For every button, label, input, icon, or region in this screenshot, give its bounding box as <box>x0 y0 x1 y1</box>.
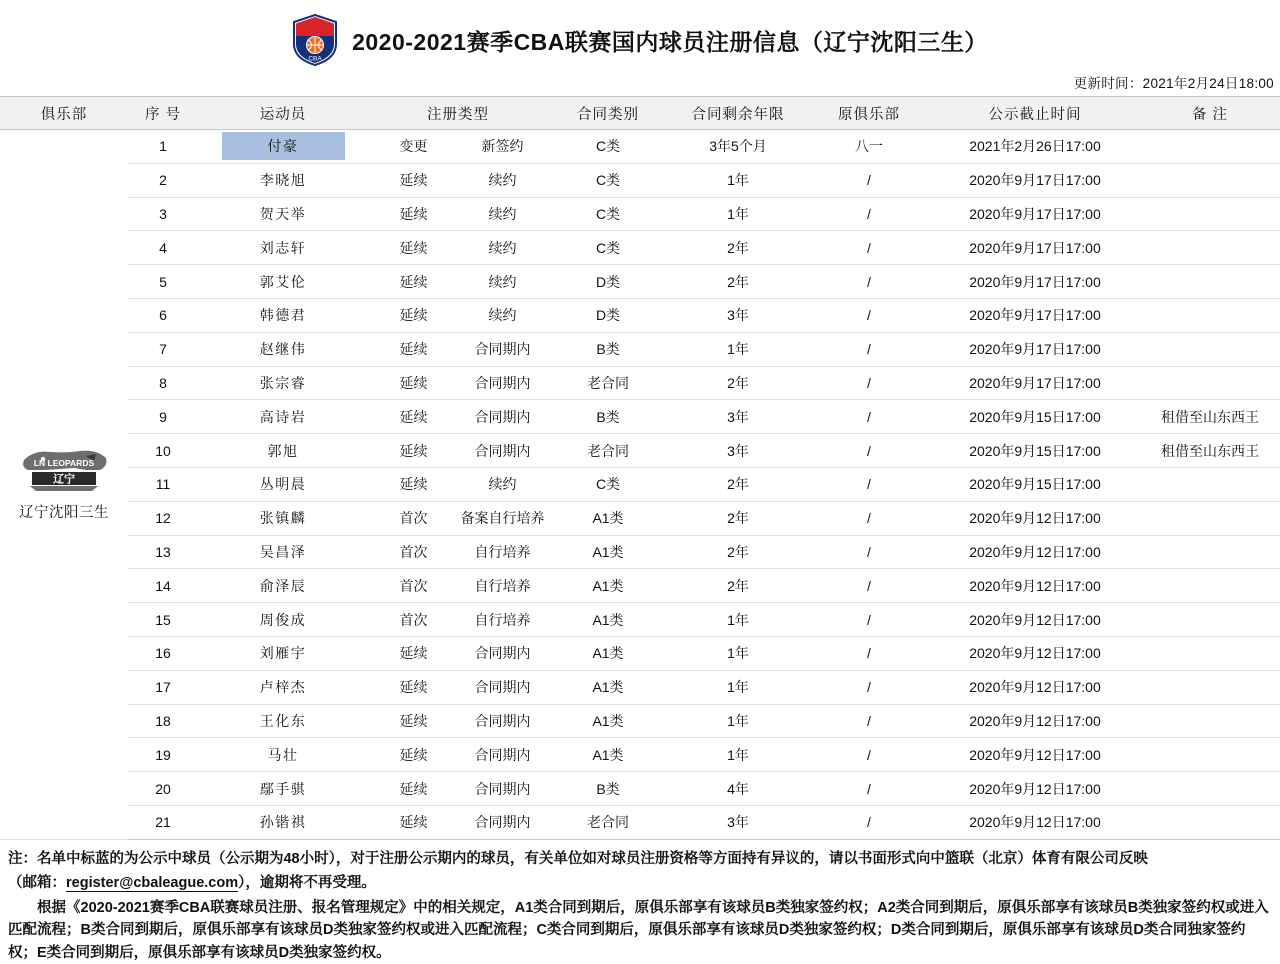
cell-remaining-years: 2年 <box>668 366 808 400</box>
register-type-secondary: 新签约 <box>481 138 524 155</box>
cell-register-type <box>368 704 548 738</box>
cell-contract-type: A1类 <box>548 501 668 535</box>
cell-remaining-years: 1年 <box>668 636 808 670</box>
cell-note <box>1140 231 1280 265</box>
cell-remaining-years: 1年 <box>668 163 808 197</box>
register-type-primary: 延续 <box>399 408 428 425</box>
cell-remaining-years: 3年 <box>668 298 808 332</box>
cell-no: 1 <box>128 130 198 164</box>
cell-contract-type: B类 <box>548 332 668 366</box>
svg-text:LN LEOPARDS: LN LEOPARDS <box>33 458 95 469</box>
cell-register-type <box>368 332 548 366</box>
table-row <box>0 535 1280 569</box>
register-type-primary: 首次 <box>399 611 428 628</box>
cell-player <box>198 670 368 704</box>
cell-note: 租借至山东西王 <box>1140 434 1280 468</box>
cba-logo-icon <box>292 14 338 66</box>
svg-text:辽宁: 辽宁 <box>53 473 75 486</box>
cell-contract-type: A1类 <box>548 670 668 704</box>
cell-no: 4 <box>128 231 198 265</box>
cell-note <box>1140 738 1280 772</box>
table-body <box>0 130 1280 840</box>
cell-register-type <box>368 636 548 670</box>
cell-note <box>1140 670 1280 704</box>
cell-deadline: 2020年9月17日17:00 <box>930 231 1140 265</box>
player-name: 贺天举 <box>259 205 307 222</box>
cell-player <box>198 434 368 468</box>
cell-contract-type: C类 <box>548 467 668 501</box>
cell-contract-type: A1类 <box>548 569 668 603</box>
cell-no: 21 <box>128 805 198 839</box>
cell-register-type <box>368 197 548 231</box>
table-row <box>0 332 1280 366</box>
cell-old-club: / <box>808 366 930 400</box>
register-type-primary: 首次 <box>399 543 428 560</box>
cell-old-club: / <box>808 197 930 231</box>
cell-player <box>198 400 368 434</box>
register-type-primary: 延续 <box>399 374 428 391</box>
table-row <box>0 298 1280 332</box>
cell-remaining-years: 1年 <box>668 197 808 231</box>
player-name: 张宗睿 <box>259 374 307 391</box>
cell-old-club: / <box>808 163 930 197</box>
player-name: 赵继伟 <box>259 341 307 358</box>
cell-note <box>1140 772 1280 806</box>
cell-deadline: 2020年9月12日17:00 <box>930 535 1140 569</box>
cell-note <box>1140 501 1280 535</box>
cell-deadline: 2020年9月12日17:00 <box>930 805 1140 839</box>
player-name-highlighted: 付豪 <box>222 132 345 160</box>
cell-note <box>1140 467 1280 501</box>
cell-contract-type: A1类 <box>548 535 668 569</box>
note-email-prefix: （邮箱： <box>8 875 66 892</box>
cell-old-club: / <box>808 332 930 366</box>
cell-note <box>1140 265 1280 299</box>
cell-no: 13 <box>128 535 198 569</box>
cell-old-club: / <box>808 738 930 772</box>
cell-no: 6 <box>128 298 198 332</box>
register-type-secondary: 自行培养 <box>474 543 531 560</box>
player-name: 韩德君 <box>259 307 307 324</box>
note-email[interactable]: register@cbaleague.com <box>66 875 239 892</box>
cell-deadline: 2020年9月17日17:00 <box>930 197 1140 231</box>
cell-player <box>198 569 368 603</box>
player-name: 周俊成 <box>259 611 307 628</box>
cell-no: 17 <box>128 670 198 704</box>
cell-player <box>198 738 368 772</box>
cell-no: 11 <box>128 467 198 501</box>
register-type-secondary: 续约 <box>488 476 517 493</box>
player-name: 郭艾伦 <box>259 273 307 290</box>
cell-deadline: 2020年9月17日17:00 <box>930 298 1140 332</box>
cell-no: 12 <box>128 501 198 535</box>
table-row <box>0 265 1280 299</box>
cell-remaining-years: 2年 <box>668 569 808 603</box>
table-row <box>0 636 1280 670</box>
player-name: 王化东 <box>259 712 307 729</box>
cell-note <box>1140 535 1280 569</box>
table-header-row <box>0 97 1280 130</box>
cell-deadline: 2020年9月12日17:00 <box>930 772 1140 806</box>
player-name: 鄢手骐 <box>259 780 307 797</box>
cell-no: 19 <box>128 738 198 772</box>
table-row <box>0 231 1280 265</box>
cell-player <box>198 265 368 299</box>
cell-no: 18 <box>128 704 198 738</box>
cell-register-type <box>368 265 548 299</box>
table-row <box>0 704 1280 738</box>
table-row <box>0 670 1280 704</box>
cell-deadline: 2020年9月12日17:00 <box>930 603 1140 637</box>
cell-contract-type: A1类 <box>548 704 668 738</box>
cell-contract-type: A1类 <box>548 636 668 670</box>
svg-text:CBA: CBA <box>308 55 322 63</box>
cell-old-club: / <box>808 569 930 603</box>
register-type-secondary: 合同期内 <box>474 408 531 425</box>
cell-player <box>198 332 368 366</box>
register-type-primary: 延续 <box>399 814 428 831</box>
register-type-primary: 延续 <box>399 645 428 662</box>
column-header-no: 序 号 <box>128 97 198 130</box>
cell-contract-type: D类 <box>548 265 668 299</box>
register-type-secondary: 合同期内 <box>474 679 531 696</box>
cell-register-type <box>368 400 548 434</box>
cell-old-club: / <box>808 298 930 332</box>
cell-player <box>198 231 368 265</box>
cell-no: 16 <box>128 636 198 670</box>
cell-register-type <box>368 670 548 704</box>
table-row <box>0 603 1280 637</box>
player-name: 刘志轩 <box>259 239 307 256</box>
cell-remaining-years: 1年 <box>668 332 808 366</box>
table-row <box>0 805 1280 839</box>
cell-note <box>1140 298 1280 332</box>
register-type-secondary: 合同期内 <box>474 814 531 831</box>
note-line-2 <box>8 872 1272 894</box>
register-type-secondary: 合同期内 <box>474 746 531 763</box>
cell-contract-type: B类 <box>548 772 668 806</box>
player-name: 李晓旭 <box>259 172 307 189</box>
club-name: 辽宁沈阳三生 <box>19 505 109 522</box>
table-row <box>0 197 1280 231</box>
register-type-secondary: 备案自行培养 <box>460 510 545 527</box>
cell-register-type <box>368 805 548 839</box>
cell-deadline: 2020年9月15日17:00 <box>930 400 1140 434</box>
cell-remaining-years: 3年 <box>668 434 808 468</box>
cell-register-type <box>368 603 548 637</box>
cell-register-type <box>368 772 548 806</box>
page-title: 2020-2021赛季CBA联赛国内球员注册信息（辽宁沈阳三生） <box>352 28 988 55</box>
liaoning-leopards-emblem-icon <box>16 446 112 496</box>
cell-register-type <box>368 130 548 164</box>
cell-note: 租借至山东西王 <box>1140 400 1280 434</box>
register-type-secondary: 合同期内 <box>474 341 531 358</box>
player-name: 郭旭 <box>267 442 299 459</box>
update-time-value: 2021年2月24日18:00 <box>1142 76 1274 91</box>
cell-old-club: / <box>808 400 930 434</box>
cell-player <box>198 603 368 637</box>
table-row <box>0 569 1280 603</box>
column-header-remaining-years: 合同剩余年限 <box>668 97 808 130</box>
note-email-suffix: ），逾期将不再受理。 <box>238 875 376 892</box>
register-type-secondary: 合同期内 <box>474 442 531 459</box>
table-row <box>0 501 1280 535</box>
register-type-primary: 首次 <box>399 510 428 527</box>
register-type-primary: 首次 <box>399 577 428 594</box>
cell-note <box>1140 197 1280 231</box>
cell-register-type <box>368 366 548 400</box>
table-row <box>0 434 1280 468</box>
update-time-label: 更新时间： <box>1073 76 1143 91</box>
cell-player <box>198 467 368 501</box>
player-name: 张镇麟 <box>259 510 307 527</box>
cell-player <box>198 197 368 231</box>
cell-note <box>1140 704 1280 738</box>
cell-no: 20 <box>128 772 198 806</box>
cell-player <box>198 535 368 569</box>
player-name: 卢梓杰 <box>259 679 307 696</box>
register-type-secondary: 自行培养 <box>474 577 531 594</box>
register-type-secondary: 续约 <box>488 205 517 222</box>
player-name: 丛明晨 <box>259 476 307 493</box>
cell-remaining-years: 1年 <box>668 670 808 704</box>
cell-old-club: / <box>808 772 930 806</box>
page-header <box>0 0 1280 72</box>
register-type-primary: 延续 <box>399 476 428 493</box>
register-type-primary: 延续 <box>399 307 428 324</box>
table-row <box>0 130 1280 164</box>
register-type-secondary: 合同期内 <box>474 780 531 797</box>
club-cell <box>0 130 128 840</box>
registration-table <box>0 96 1280 840</box>
cell-remaining-years: 4年 <box>668 772 808 806</box>
cell-player <box>198 366 368 400</box>
cell-contract-type: 老合同 <box>548 366 668 400</box>
note-line-1: 注：名单中标蓝的为公示中球员（公示期为48小时），对于注册公示期内的球员，有关单位如对球员注册资格等方面持有异议的，请以书面形式向中篮联（北京）体育有限公司反映 <box>8 850 1148 867</box>
cell-player <box>198 805 368 839</box>
cell-old-club: / <box>808 467 930 501</box>
cell-remaining-years: 1年 <box>668 704 808 738</box>
cell-remaining-years: 2年 <box>668 501 808 535</box>
cell-note <box>1140 636 1280 670</box>
cell-register-type <box>368 434 548 468</box>
cell-no: 8 <box>128 366 198 400</box>
cell-deadline: 2020年9月17日17:00 <box>930 163 1140 197</box>
register-type-secondary: 自行培养 <box>474 611 531 628</box>
cell-note <box>1140 366 1280 400</box>
update-time <box>0 72 1280 96</box>
cell-old-club: / <box>808 603 930 637</box>
cell-deadline: 2020年9月12日17:00 <box>930 738 1140 772</box>
cell-old-club: / <box>808 670 930 704</box>
register-type-primary: 延续 <box>399 746 428 763</box>
cell-old-club: / <box>808 265 930 299</box>
player-name: 俞泽辰 <box>259 577 307 594</box>
column-header-note: 备 注 <box>1140 97 1280 130</box>
cell-contract-type: 老合同 <box>548 805 668 839</box>
cell-old-club: / <box>808 231 930 265</box>
cell-register-type <box>368 231 548 265</box>
register-type-secondary: 合同期内 <box>474 712 531 729</box>
cell-remaining-years: 1年 <box>668 738 808 772</box>
table-row <box>0 738 1280 772</box>
table-row <box>0 400 1280 434</box>
cell-contract-type: C类 <box>548 130 668 164</box>
column-header-player: 运动员 <box>198 97 368 130</box>
register-type-secondary: 续约 <box>488 239 517 256</box>
cell-old-club: / <box>808 535 930 569</box>
cell-remaining-years: 3年 <box>668 400 808 434</box>
cell-deadline: 2020年9月12日17:00 <box>930 569 1140 603</box>
cell-contract-type: A1类 <box>548 603 668 637</box>
register-type-primary: 延续 <box>399 442 428 459</box>
cell-register-type <box>368 569 548 603</box>
register-type-primary: 延续 <box>399 273 428 290</box>
cell-note <box>1140 332 1280 366</box>
cell-old-club: / <box>808 501 930 535</box>
cell-register-type <box>368 467 548 501</box>
cell-no: 14 <box>128 569 198 603</box>
cell-deadline: 2020年9月12日17:00 <box>930 704 1140 738</box>
table-row <box>0 467 1280 501</box>
cell-deadline: 2020年9月15日17:00 <box>930 434 1140 468</box>
register-type-primary: 延续 <box>399 780 428 797</box>
cell-no: 3 <box>128 197 198 231</box>
register-type-secondary: 合同期内 <box>474 645 531 662</box>
cell-no: 5 <box>128 265 198 299</box>
cell-contract-type: 老合同 <box>548 434 668 468</box>
cell-deadline: 2021年2月26日17:00 <box>930 130 1140 164</box>
cell-deadline: 2020年9月15日17:00 <box>930 467 1140 501</box>
cell-register-type <box>368 738 548 772</box>
cell-old-club: / <box>808 434 930 468</box>
column-header-contract-type: 合同类别 <box>548 97 668 130</box>
cell-register-type <box>368 501 548 535</box>
player-name: 吴昌泽 <box>259 543 307 560</box>
cell-deadline: 2020年9月12日17:00 <box>930 636 1140 670</box>
cell-contract-type: C类 <box>548 197 668 231</box>
cell-deadline: 2020年9月17日17:00 <box>930 265 1140 299</box>
cell-remaining-years: 1年 <box>668 603 808 637</box>
cell-no: 15 <box>128 603 198 637</box>
column-header-register-type: 注册类型 <box>368 97 548 130</box>
cell-remaining-years: 2年 <box>668 265 808 299</box>
cell-deadline: 2020年9月12日17:00 <box>930 501 1140 535</box>
cell-remaining-years: 3年5个月 <box>668 130 808 164</box>
cell-note <box>1140 805 1280 839</box>
cell-remaining-years: 3年 <box>668 805 808 839</box>
register-type-primary: 延续 <box>399 679 428 696</box>
register-type-primary: 延续 <box>399 341 428 358</box>
column-header-deadline: 公示截止时间 <box>930 97 1140 130</box>
cell-old-club: / <box>808 805 930 839</box>
note-line-3: 根据《2020-2021赛季CBA联赛球员注册、报名管理规定》中的相关规定，A1类合同到期后，原俱乐部享有该球员B类独家签约权；A2类合同到期后，原俱乐部享有该球员B类独家签约权或进入匹配流程；B类合同到期后，原俱乐部享有该球员D类独家签约权或进入匹配流程；C类合同到期后，原俱乐部享有该球员D类独家签约权；D类合同到期后，原俱乐部享有该球员D类合同独家签约权；E类合同到期后，原俱乐部享有该球员D类独家签约权。 <box>8 899 1269 961</box>
cell-remaining-years: 2年 <box>668 535 808 569</box>
cell-player <box>198 298 368 332</box>
cell-contract-type: D类 <box>548 298 668 332</box>
cell-no: 2 <box>128 163 198 197</box>
register-type-primary: 延续 <box>399 239 428 256</box>
cell-deadline: 2020年9月17日17:00 <box>930 332 1140 366</box>
register-type-secondary: 续约 <box>488 172 517 189</box>
register-type-primary: 延续 <box>399 712 428 729</box>
cell-remaining-years: 2年 <box>668 467 808 501</box>
register-type-secondary: 合同期内 <box>474 374 531 391</box>
cell-old-club: / <box>808 704 930 738</box>
column-header-club: 俱乐部 <box>0 97 128 130</box>
cell-no: 10 <box>128 434 198 468</box>
cell-register-type <box>368 535 548 569</box>
cell-player <box>198 704 368 738</box>
cell-deadline: 2020年9月12日17:00 <box>930 670 1140 704</box>
cell-player <box>198 772 368 806</box>
cell-register-type <box>368 163 548 197</box>
cell-remaining-years: 2年 <box>668 231 808 265</box>
register-type-primary: 延续 <box>399 172 428 189</box>
cell-note <box>1140 569 1280 603</box>
player-name: 刘雁宇 <box>259 645 307 662</box>
cell-no: 9 <box>128 400 198 434</box>
cell-note <box>1140 163 1280 197</box>
cell-player <box>198 163 368 197</box>
register-type-secondary: 续约 <box>488 307 517 324</box>
cell-note <box>1140 603 1280 637</box>
cell-player <box>198 636 368 670</box>
column-header-old-club: 原俱乐部 <box>808 97 930 130</box>
cell-player <box>198 130 368 164</box>
cell-contract-type: C类 <box>548 163 668 197</box>
player-name: 马壮 <box>267 746 299 763</box>
register-type-secondary: 续约 <box>488 273 517 290</box>
table-row <box>0 366 1280 400</box>
cell-note <box>1140 130 1280 164</box>
cell-register-type <box>368 298 548 332</box>
cell-contract-type: C类 <box>548 231 668 265</box>
player-name: 孙锴祺 <box>259 814 307 831</box>
player-name: 高诗岩 <box>259 408 307 425</box>
register-type-primary: 变更 <box>399 138 428 155</box>
cell-player <box>198 501 368 535</box>
table-row <box>0 163 1280 197</box>
cell-contract-type: B类 <box>548 400 668 434</box>
cell-no: 7 <box>128 332 198 366</box>
cell-deadline: 2020年9月17日17:00 <box>930 366 1140 400</box>
cell-old-club: 八一 <box>808 130 930 164</box>
cell-old-club: / <box>808 636 930 670</box>
register-type-primary: 延续 <box>399 205 428 222</box>
cell-contract-type: A1类 <box>548 738 668 772</box>
table-row <box>0 772 1280 806</box>
